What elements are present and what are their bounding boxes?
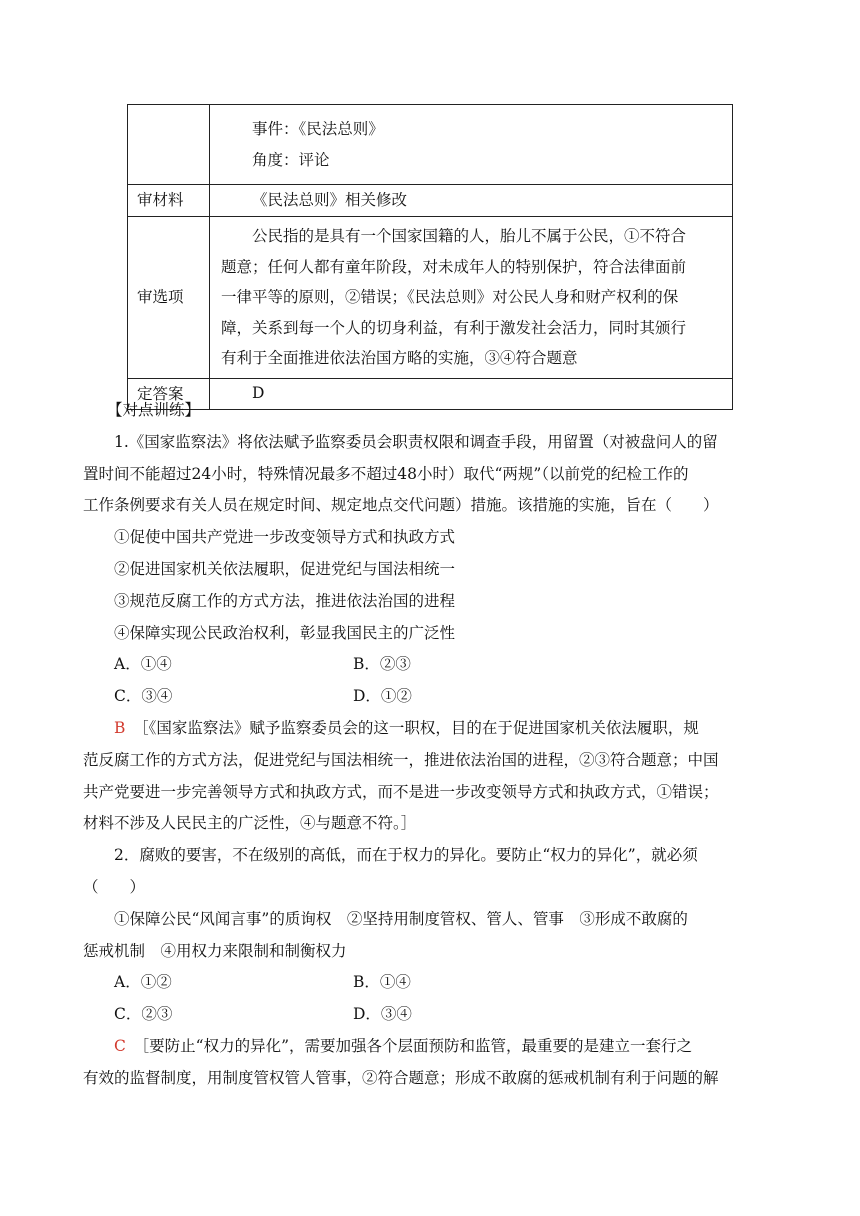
option-b: B．①④ xyxy=(353,973,411,992)
question-1-item: ②促进国家机关依法履职，促进党纪与国法相统一 xyxy=(114,559,456,578)
row-label: 定答案 xyxy=(128,378,210,410)
question-2-items: 惩戒机制 ④用权力来限制和制衡权力 xyxy=(83,941,347,960)
question-2-options-row xyxy=(83,999,787,1031)
table-row xyxy=(128,185,733,217)
question-2-line: 2．腐败的要害，不在级别的高低，而在于权力的异化。要防止“权力的异化”，就必须 xyxy=(114,846,698,865)
explanation-line: 材料不涉及人民民主的广泛性，④与题意不符。］ xyxy=(83,814,417,833)
content-line: 有利于全面推进依法治国方略的实施，③④符合题意 xyxy=(221,349,578,367)
explanation-line: ［要防止“权力的异化”，需要加强各个层面预防和监管，最重要的是建立一套行之 xyxy=(141,1036,692,1055)
content-line: 《民法总则》相关修改 xyxy=(252,191,408,210)
row-content xyxy=(210,185,733,217)
question-1-line: 工作条例要求有关人员在规定时间、规定地点交代问题）措施。该措施的实施，旨在（ ） xyxy=(83,496,719,515)
option-d: D．①② xyxy=(353,687,412,706)
row-label xyxy=(128,105,210,185)
answer-letter: B xyxy=(114,718,126,737)
table-row xyxy=(128,217,733,379)
question-1-explanation xyxy=(83,713,787,745)
explanation-line: 范反腐工作的方式方法，促进党纪与国法相统一，推进依法治国的进程，②③符合题意；中国 xyxy=(83,750,719,769)
question-1-item: ①促使中国共产党进一步改变领导方式和执政方式 xyxy=(114,528,456,547)
question-1-line: 置时间不能超过24小时，特殊情况最多不超过48小时）取代“两规”（以前党的纪检工作的 xyxy=(83,464,689,483)
question-2-explanation xyxy=(83,1031,787,1063)
question-2-line: （ ） xyxy=(83,877,146,896)
content-line: D xyxy=(252,384,265,403)
row-content xyxy=(210,105,733,185)
row-content xyxy=(210,217,733,379)
question-2-options-row xyxy=(83,967,787,999)
option-c: C．③④ xyxy=(114,687,173,706)
content-line: 障，关系到每一个人的切身利益，有利于激发社会活力，同时其颁行 xyxy=(221,318,687,337)
option-a: A．①② xyxy=(114,973,172,992)
option-b: B．②③ xyxy=(353,655,411,674)
question-1-options-row xyxy=(83,649,787,681)
question-1-item: ④保障实现公民政治权利，彰显我国民主的广泛性 xyxy=(114,623,456,642)
option-d: D．③④ xyxy=(353,1005,412,1024)
content-line: 公民指的是具有一个国家国籍的人，胎儿不属于公民，①不符合 xyxy=(252,227,687,245)
exercise-section xyxy=(83,395,787,1095)
question-1-line: 1.《国家监察法》将依法赋予监察委员会职责权限和调查手段，用留置（对被盘问人的留 xyxy=(114,432,718,451)
question-1-options-row xyxy=(83,681,787,713)
option-c: C．②③ xyxy=(114,1005,173,1024)
question-2-items: ①保障公民“风闻言事”的质询权 ②坚持用制度管权、管人、管事 ③形成不敢腐的 xyxy=(114,909,688,928)
section-title: 【对点训练】 xyxy=(107,401,201,419)
option-a: A．①④ xyxy=(114,655,172,674)
table-row xyxy=(128,105,733,185)
explanation-line: 有效的监督制度，用制度管权管人管事，②符合题意；形成不敢腐的惩戒机制有利于问题的解 xyxy=(83,1068,719,1087)
content-line: 题意；任何人都有童年阶段，对未成年人的特别保护，符合法律面前 xyxy=(221,257,687,276)
content-line: 事件：《民法总则》 xyxy=(252,120,384,138)
question-1-item: ③规范反腐工作的方式方法，推进依法治国的进程 xyxy=(114,591,456,610)
content-line: 角度：评论 xyxy=(252,150,330,169)
row-label: 审选项 xyxy=(128,217,210,379)
explanation-line: 共产党要进一步完善领导方式和执政方式，而不是进一步改变领导方式和执政方式，①错误； xyxy=(83,782,719,801)
content-line: 一律平等的原则，②错误；《民法总则》对公民人身和财产权利的保 xyxy=(221,288,679,306)
row-label: 审材料 xyxy=(128,185,210,217)
answer-letter: C xyxy=(114,1036,126,1055)
analysis-table xyxy=(127,104,733,410)
explanation-line: ［《国家监察法》赋予监察委员会的这一职权，目的在于促进国家机关依法履职，规 xyxy=(140,718,699,737)
